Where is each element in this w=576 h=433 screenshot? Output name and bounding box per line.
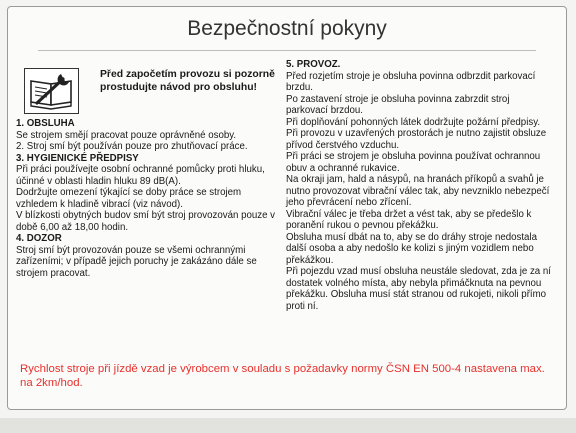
paragraph: Dodržujte omezení týkající se doby práce se strojem vzhledem k hladině vibrací (viz návod). [16, 187, 242, 210]
section-heading: 4. DOZOR [16, 233, 62, 244]
section-heading: 1. OBSLUHA [16, 118, 75, 129]
paragraph: Na okraji jam, hald a násypů, na hranách příkopů a svahů je nutno provozovat vibrační válec tak, aby nevzniklo nebezpečí jeho převrácení nebo zřícení. [286, 174, 550, 208]
paragraph: V blízkosti obytných budov smí být stroj provozován pouze v době 6,00 až 18,00 hodin. [16, 210, 275, 233]
bottom-strip [0, 418, 576, 433]
paragraph: Při práci se strojem je obsluha povinna používat ochrannou obuv a ochranné rukavice. [286, 151, 541, 174]
paragraph: 2. Stroj smí být používán pouze pro zhutňovací práce. [16, 141, 248, 152]
paragraph: Se strojem smějí pracovat pouze oprávněné osoby. [16, 129, 237, 141]
paragraph: Vibrační válec je třeba držet a vést tak, aby se předešlo k poranění rukou o pevnou překážku. [286, 208, 532, 231]
manual-with-wrench-icon [24, 68, 79, 114]
speed-notice: Rychlost stroje při jízdě vzad je výrobcem v souladu s požadavky normy ČSN EN 500-4 nastavena max. na 2km/hod. [20, 363, 545, 389]
paragraph: Při provozu v uzavřených prostorách je nutno zajistit obsluze přívod čerstvého vzduchu. [286, 128, 547, 151]
paragraph: Při doplňování pohonných látek dodržujte požární předpisy. [286, 116, 541, 128]
page-title: Bezpečnostní pokyny [187, 17, 387, 40]
left-column [16, 118, 278, 279]
section-heading: 3. HYGIENICKÉ PŘEDPISY [16, 152, 139, 164]
paragraph: Před rozjetím stroje je obsluha povinna odbrzdit parkovací brzdu. [286, 70, 536, 93]
intro-warning: Před započetím provozu si pozorně prostudujte návod pro obsluhu! [100, 69, 275, 93]
section-heading: 5. PROVOZ. [286, 59, 341, 70]
paragraph: Po zastavení stroje je obsluha povinna zabrzdit stroj parkovací brzdou. [286, 93, 510, 116]
right-column [286, 59, 552, 312]
paragraph: Při práci používejte osobní ochranné pomůcky proti hluku, účinné v oblasti hladin hluku 89 dB(A). [16, 164, 265, 187]
paragraph: Obsluha musí dbát na to, aby se do dráhy stroje nedostala další osoba a aby nedošlo ke kolizi s jiným vozidlem nebo překážkou. [286, 231, 537, 266]
paragraph: Stroj smí být provozován pouze se všemi ochrannými zařízeními; v případě jejich poruchy je zakázáno dále se strojem pracovat. [16, 244, 257, 279]
title-divider [38, 50, 536, 51]
paragraph: Při pojezdu vzad musí obsluha neustále sledovat, zda je za ní dostatek volného místa, aby nebyla přimáčknuta na pevnou překážku. Obsluha musí stát stranou od rukojeti, nikoli přímo proti ní. [286, 266, 551, 312]
